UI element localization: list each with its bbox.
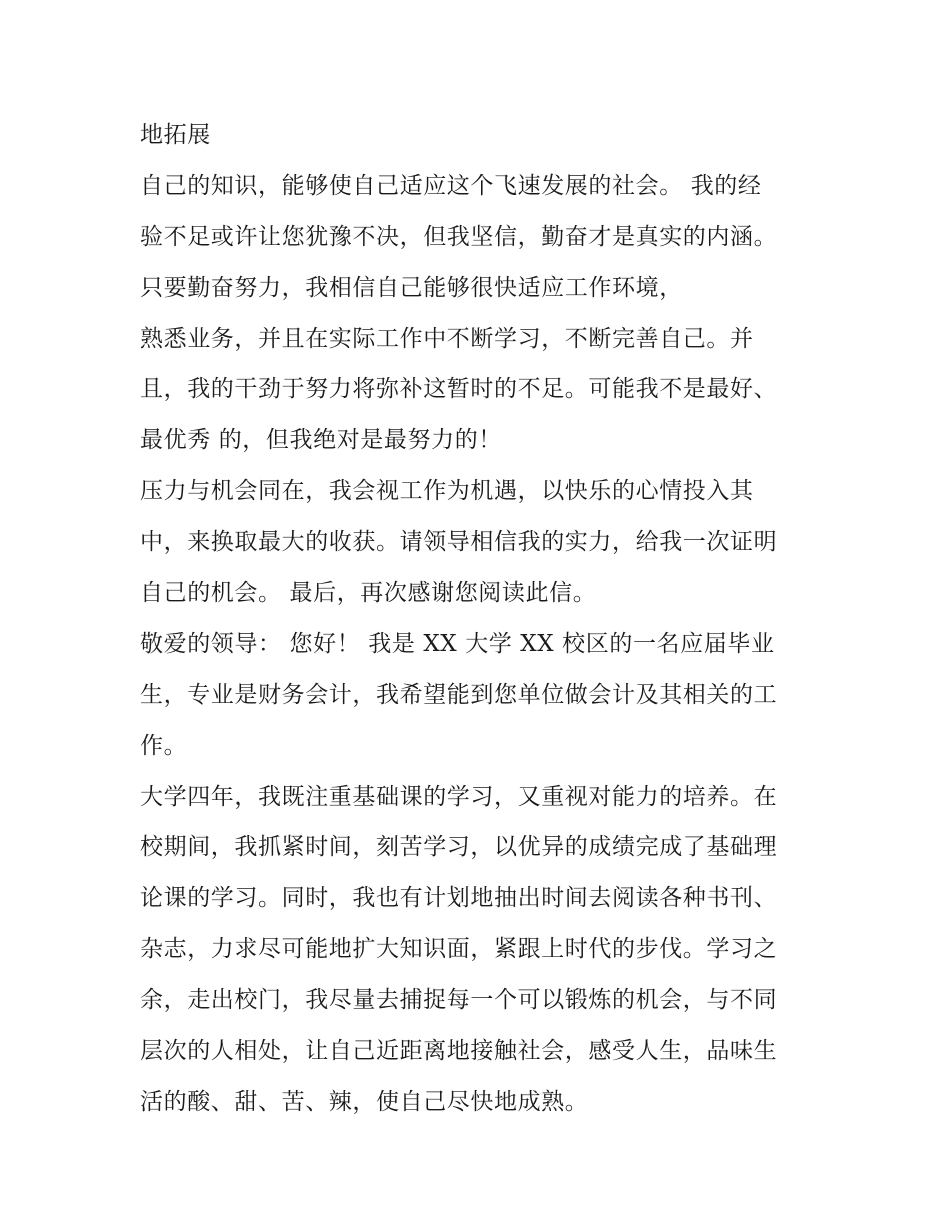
text-line: 活的酸、甜、苦、辣，使自己尽快地成熟。 [140, 1088, 589, 1115]
text-line: 且，我的干劲于努力将弥补这暂时的不足。可能我不是最好、 [140, 376, 778, 403]
text-line: 验不足或许让您犹豫不决，但我坚信，勤奋才是真实的内涵。 [140, 223, 778, 250]
text-line: 论课的学习。同时，我也有计划地抽出时间去阅读各种书刊、 [140, 885, 778, 912]
text-line: 压力与机会同在，我会视工作为机遇，以快乐的心情投入其 [140, 478, 754, 505]
text-line: 生，专业是财务会计，我希望能到您单位做会计及其相关的工 [140, 681, 778, 708]
text-line: 只要勤奋努力，我相信自己能够很快适应工作环境， [140, 274, 683, 301]
text-line: 杂志，力求尽可能地扩大知识面，紧跟上时代的步伐。学习之 [140, 936, 778, 963]
text-line: 自己的机会。 最后，再次感谢您阅读此信。 [140, 580, 597, 607]
text-line: 地拓展 [140, 122, 211, 148]
document-body [140, 110, 820, 1128]
text-line: 大学四年，我既注重基础课的学习，又重视对能力的培养。在 [140, 783, 778, 810]
text-line: 自己的知识，能够使自己适应这个飞速发展的社会。 我的经 [140, 172, 762, 199]
text-line: 余，走出校门，我尽量去捕捉每一个可以锻炼的机会，与不同 [140, 987, 778, 1014]
text-line: 敬爱的领导： 您好！ 我是 XX 大学 XX 校区的一名应届毕业 [140, 630, 775, 657]
text-line: 熟悉业务，并且在实际工作中不断学习，不断完善自己。并 [140, 325, 754, 352]
text-line: 作。 [140, 732, 188, 759]
text-line: 中，来换取最大的收获。请领导相信我的实力，给我一次证明 [140, 529, 778, 556]
text-line: 最优秀 的，但我绝对是最努力的！ [140, 427, 502, 454]
text-line: 校期间，我抓紧时间，刻苦学习，以优异的成绩完成了基础理 [140, 834, 778, 861]
text-line: 层次的人相处，让自己近距离地接触社会，感受人生，品味生 [140, 1038, 778, 1065]
